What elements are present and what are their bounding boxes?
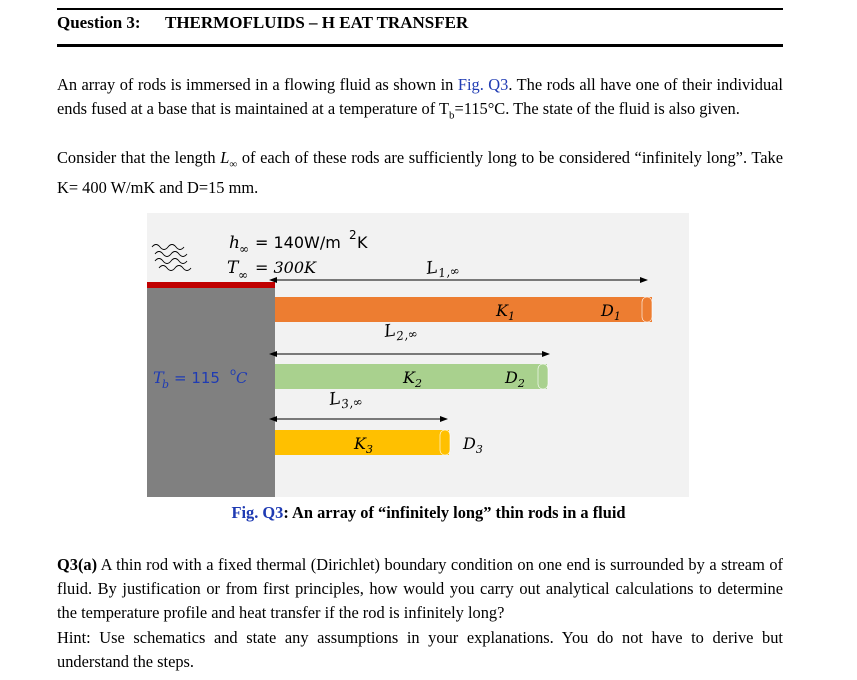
h-infinity-value: = 140W/m — [255, 233, 341, 252]
intro-text: . The rods all have one of their individual ends fused at a base that is maintained at a temperature of T — [57, 75, 783, 118]
question-a-hint: Hint: Use schematics and state any assumptions in your explanations. You do not have to derive but understand the steps. — [57, 628, 783, 671]
rod-3-end — [440, 430, 450, 455]
rod-1 — [275, 297, 652, 322]
rod-3-conductivity-label: $K_3$ — [354, 434, 373, 456]
t-infinity-subscript: ∞ — [238, 268, 248, 282]
header-top-rule — [57, 8, 783, 10]
rod-3-length-label: $L_{3,\infty}$ — [327, 388, 364, 412]
length-symbol: L — [220, 148, 230, 167]
question-number: Question 3: — [57, 13, 141, 32]
question-a-paragraph — [57, 553, 783, 625]
h-infinity-symbol: h — [229, 233, 240, 253]
intro-text: =115°C. The state of the fluid is also given. — [454, 99, 740, 118]
h-unit-tail: K — [357, 233, 368, 252]
base-temperature-value: = 115 — [174, 369, 220, 387]
intro-text: Consider that the length — [57, 148, 221, 167]
length-subscript: ∞ — [229, 158, 238, 171]
rod-2-end — [538, 364, 548, 389]
intro-text: An array of rods is immersed in a flowing fluid as shown in — [57, 75, 458, 94]
rod-1-end — [642, 297, 652, 322]
h-infinity-subscript: ∞ — [239, 242, 249, 256]
base-top-edge — [147, 282, 275, 288]
intro-paragraph-2 — [57, 146, 783, 200]
t-infinity-symbol: T — [227, 258, 239, 278]
question-header — [57, 13, 468, 33]
base-temperature-subscript: b — [162, 378, 170, 391]
figure-reference: Fig. Q3 — [457, 75, 509, 94]
figure-caption — [0, 503, 857, 523]
question-title: THERMOFLUIDS – H EAT TRANSFER — [165, 13, 469, 32]
rod-1-length-label: $L_{1,\infty}$ — [424, 257, 461, 281]
rod-2-conductivity-label: $K_2$ — [403, 368, 422, 390]
figure-q3-diagram — [147, 213, 689, 497]
figure-q3 — [147, 213, 689, 497]
base-temperature-unit: C — [236, 369, 248, 387]
header-bottom-rule — [57, 44, 783, 47]
t-infinity-value: = 300K — [255, 258, 316, 277]
question-a-text: A thin rod with a fixed thermal (Dirichlet) boundary condition on one end is surrounded by a stream of fluid. By justification or from first principles, how would you carry out analytical calculations to determine the temperature profile and heat transfer if the rod is infinitely long? — [57, 555, 783, 622]
subscript-b: b — [449, 109, 455, 122]
rod-1-conductivity-label: $K_1$ — [496, 301, 515, 323]
rod-1-diameter-label: $D_1$ — [601, 301, 621, 323]
base-temperature-symbol: T — [153, 368, 164, 387]
h-unit-superscript: 2 — [349, 228, 357, 242]
rod-3-diameter-label: $D_3$ — [463, 434, 483, 456]
figure-caption-ref: Fig. Q3 — [231, 503, 284, 522]
intro-text: of each of these rods are sufficiently long to be considered “infinitely long”. Take K= 400 W/mK and D=15 mm. — [57, 148, 783, 198]
rod-2-diameter-label: $D_2$ — [505, 368, 525, 390]
base-temperature-superscript: o — [230, 367, 237, 378]
intro-paragraph-1 — [57, 73, 783, 127]
question-a-label: Q3(a) — [57, 555, 98, 574]
figure-caption-text: : An array of “infinitely long” thin rods in a fluid — [283, 503, 626, 522]
rod-2-length-label: $L_{2,\infty}$ — [382, 320, 419, 344]
